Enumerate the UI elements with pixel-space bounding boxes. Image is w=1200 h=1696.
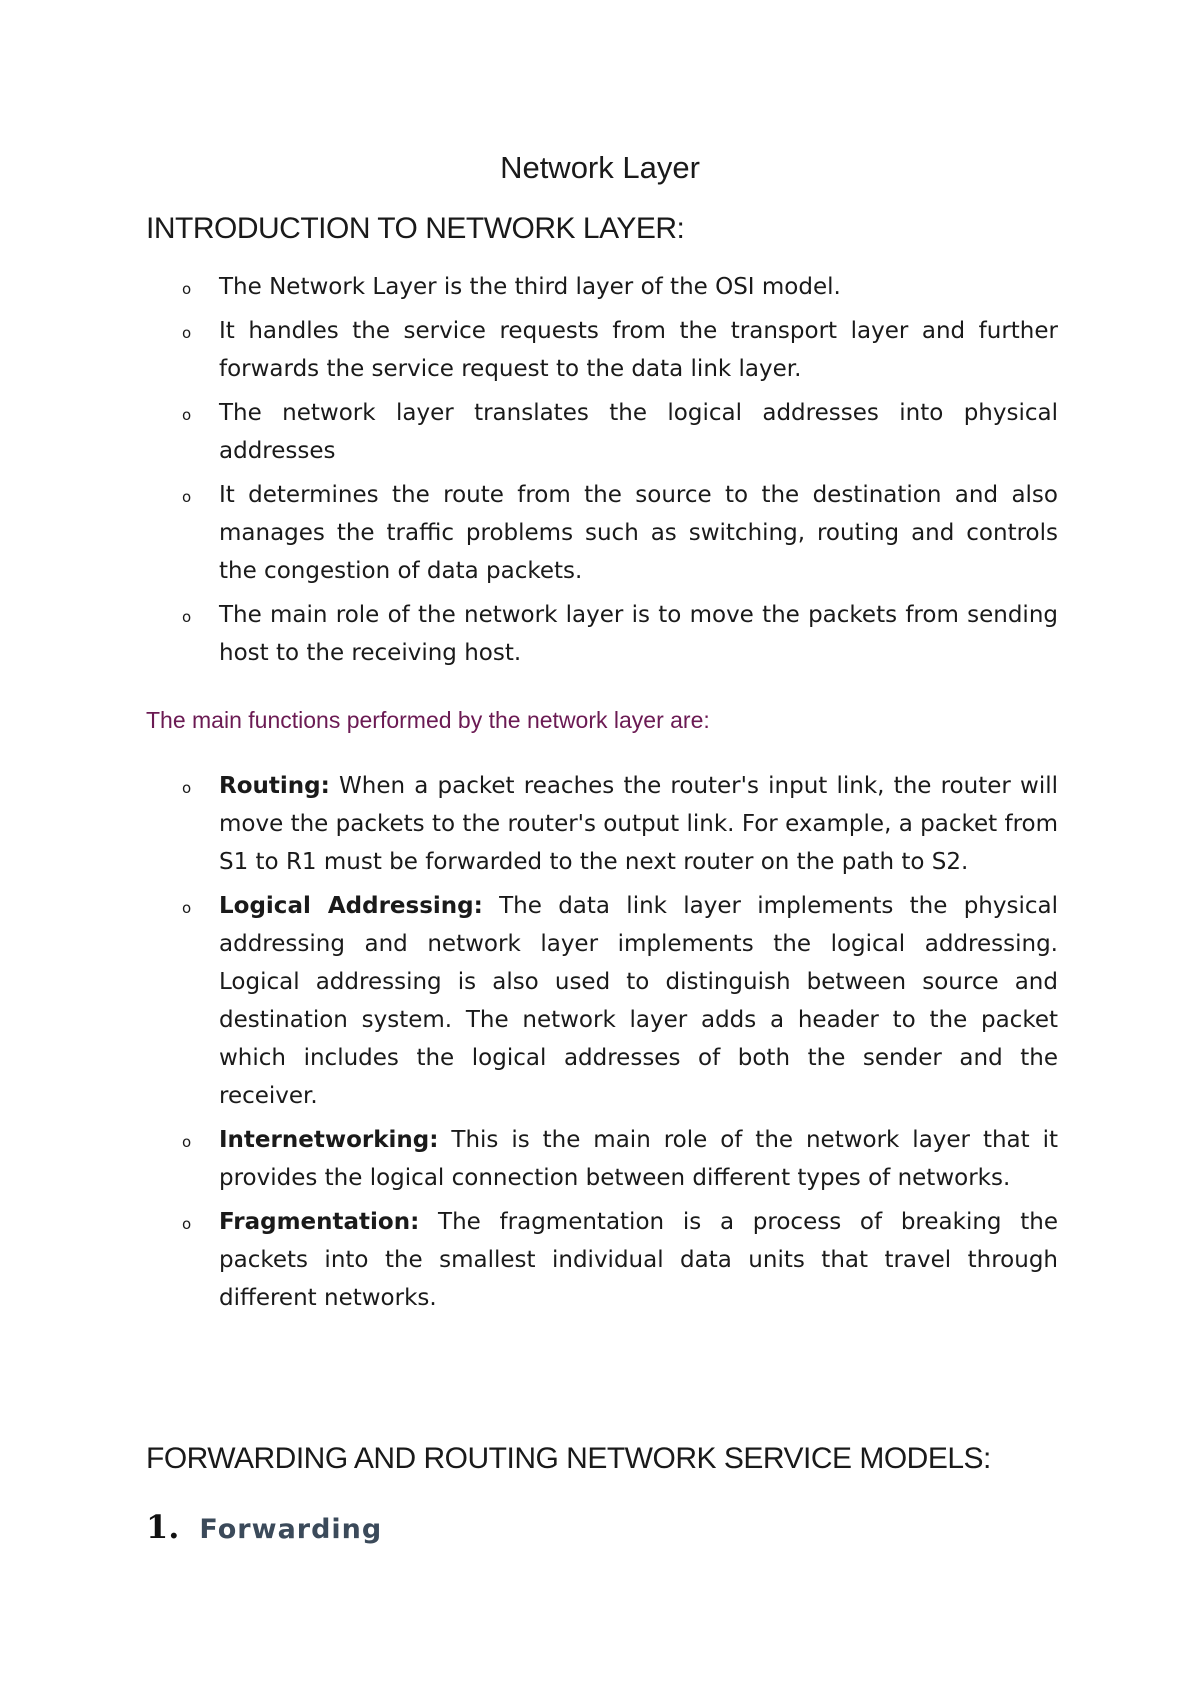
- function-description: When a packet reaches the router's input link, the router will move the packets to the router's output link. For example, a packet from S1 to R1 must be forwarded to the next router on the path to S2.: [219, 773, 1059, 875]
- document-title: Network Layer: [500, 150, 700, 185]
- bullet-icon: o: [182, 608, 192, 626]
- function-term: Internetworking:: [219, 1127, 439, 1153]
- list-item-text: It handles the service requests from the transport layer and further forwards the service request to the data link layer.: [219, 318, 1058, 382]
- bullet-icon: o: [182, 779, 192, 797]
- functions-bullet-list: [146, 767, 1058, 1323]
- list-item: [146, 394, 1058, 470]
- bullet-icon: o: [182, 488, 192, 506]
- function-term: Fragmentation:: [219, 1209, 420, 1235]
- function-term: Logical Addressing:: [219, 893, 483, 919]
- list-item: [146, 312, 1058, 388]
- bullet-icon: o: [182, 1215, 192, 1233]
- list-item: [146, 1121, 1058, 1197]
- function-description: The fragmentation is a process of breaking the packets into the smallest individual data units that travel through different networks.: [219, 1209, 1059, 1311]
- list-item-text: The main role of the network layer is to move the packets from sending host to the receiving host.: [219, 602, 1058, 666]
- functions-intro: The main functions performed by the network layer are:: [146, 707, 710, 733]
- subheading-label: Forwarding: [199, 1514, 383, 1545]
- list-item: [146, 887, 1058, 1115]
- function-term: Routing:: [219, 773, 330, 799]
- list-item-text: It determines the route from the source to the destination and also manages the traffic problems such as switching, routing and controls the congestion of data packets.: [219, 482, 1058, 584]
- bullet-icon: o: [182, 899, 192, 917]
- forwarding-section-heading: FORWARDING AND ROUTING NETWORK SERVICE MODELS:: [146, 1442, 991, 1475]
- bullet-icon: o: [182, 280, 192, 298]
- list-item: [146, 268, 1058, 306]
- list-item: [146, 767, 1058, 881]
- bullet-icon: o: [182, 406, 192, 424]
- list-item: [146, 596, 1058, 672]
- subheading-number: 1.: [146, 1508, 180, 1546]
- bullet-icon: o: [182, 1133, 192, 1151]
- list-item-text: The network layer translates the logical addresses into physical addresses: [219, 400, 1058, 464]
- function-description: The data link layer implements the physical addressing and network layer implements the logical addressing. Logical addressing is also used to distinguish between source and destination system. The network layer adds a header to the packet which includes the logical addresses of both the sender and the receiver.: [219, 893, 1058, 1109]
- list-item: [146, 476, 1058, 590]
- numbered-subheading: [146, 1508, 382, 1546]
- bullet-icon: o: [182, 324, 192, 342]
- intro-bullet-list: [146, 268, 1058, 678]
- intro-heading: INTRODUCTION TO NETWORK LAYER:: [146, 212, 685, 245]
- list-item-text: The Network Layer is the third layer of the OSI model.: [219, 274, 841, 300]
- function-description: This is the main role of the network layer that it provides the logical connection between different types of networks.: [219, 1127, 1058, 1191]
- list-item: [146, 1203, 1058, 1317]
